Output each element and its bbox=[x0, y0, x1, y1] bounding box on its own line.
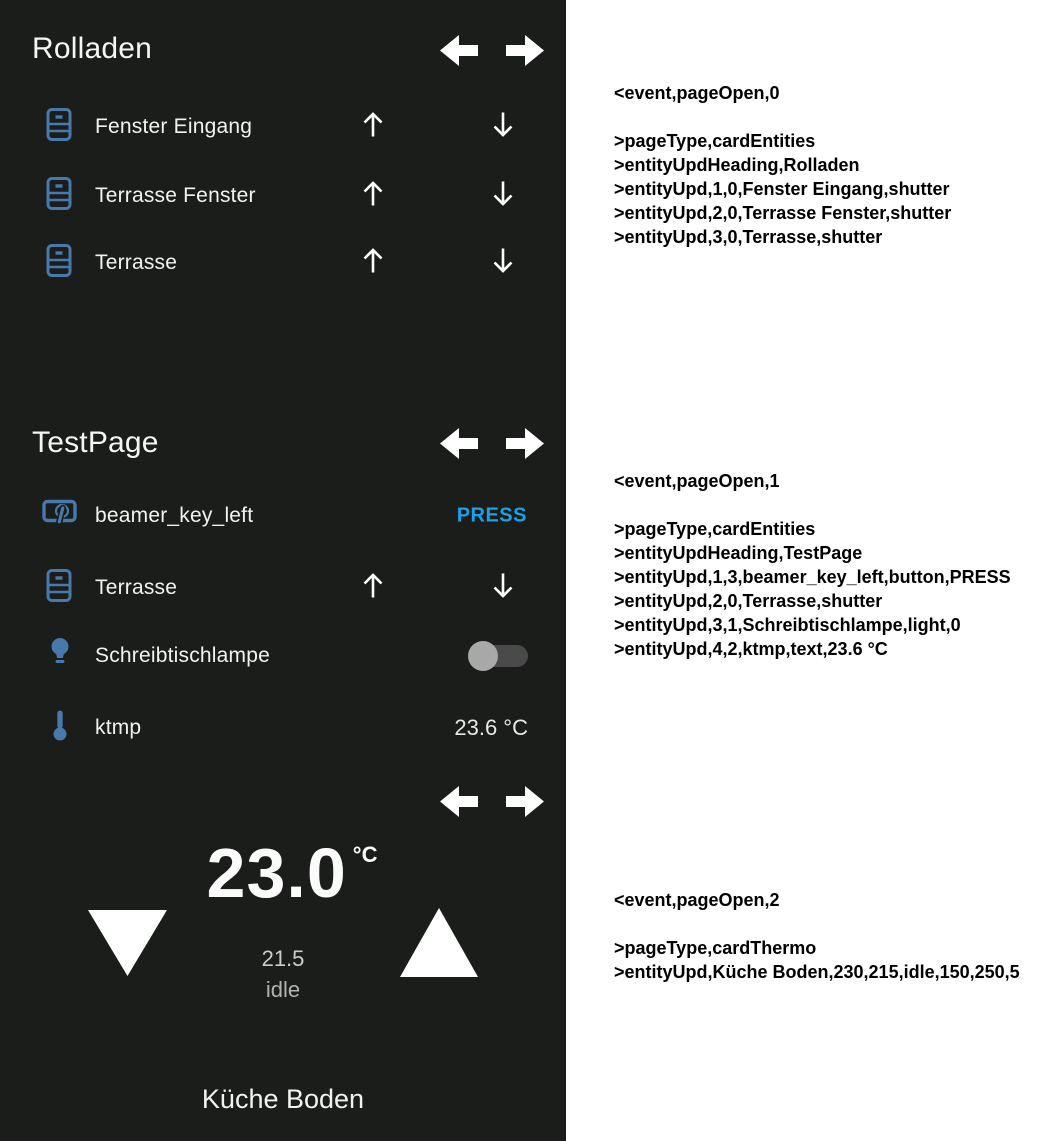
serial-log-block-1 bbox=[614, 81, 951, 249]
entity-value: 23.6 °C bbox=[454, 715, 528, 740]
thermometer-icon bbox=[50, 708, 70, 749]
entity-row bbox=[0, 706, 566, 750]
serial-line: >entityUpd,3,0,Terrasse,shutter bbox=[614, 227, 883, 247]
serial-line: >entityUpdHeading,Rolladen bbox=[614, 155, 860, 175]
shutter-down-button[interactable] bbox=[490, 180, 516, 213]
entity-row bbox=[0, 634, 566, 678]
shutter-icon bbox=[46, 243, 72, 284]
light-toggle[interactable] bbox=[470, 645, 528, 667]
serial-line: >entityUpd,1,0,Fenster Eingang,shutter bbox=[614, 179, 950, 199]
gesture-tap-button-icon bbox=[42, 498, 78, 535]
serial-line bbox=[614, 912, 1020, 936]
press-button[interactable]: PRESS bbox=[456, 504, 527, 527]
shutter-icon bbox=[46, 107, 72, 148]
shutter-down-button[interactable] bbox=[490, 111, 516, 144]
thermostat-state: idle bbox=[265, 977, 301, 1002]
target-temperature: 21.5 bbox=[261, 946, 305, 971]
page-nav bbox=[440, 784, 544, 819]
nav-prev-button[interactable] bbox=[440, 33, 478, 68]
serial-line: >entityUpd,2,0,Terrasse Fenster,shutter bbox=[614, 203, 952, 223]
page-title: TestPage bbox=[32, 426, 159, 459]
entity-row bbox=[0, 105, 566, 149]
serial-line bbox=[614, 105, 951, 129]
lightbulb-icon bbox=[48, 636, 72, 677]
page-title: Rolladen bbox=[32, 32, 153, 65]
entity-label: Terrasse Fenster bbox=[95, 184, 256, 207]
serial-line: >entityUpd,3,1,Schreibtischlampe,light,0 bbox=[614, 615, 961, 635]
shutter-up-button[interactable] bbox=[360, 572, 386, 605]
thermostat-title: Küche Boden bbox=[201, 1084, 365, 1114]
toggle-knob bbox=[468, 641, 498, 671]
serial-line: >entityUpd,4,2,ktmp,text,23.6 °C bbox=[614, 639, 888, 659]
current-temperature-value: 23.0 bbox=[206, 834, 347, 912]
serial-line: >entityUpdHeading,TestPage bbox=[614, 543, 863, 563]
entity-row bbox=[0, 494, 566, 538]
shutter-up-button[interactable] bbox=[360, 180, 386, 213]
serial-line: >entityUpd,1,3,beamer_key_left,button,PRESS bbox=[614, 567, 1011, 587]
page-nav bbox=[440, 33, 544, 68]
entity-label: Terrasse bbox=[95, 576, 178, 599]
shutter-up-button[interactable] bbox=[360, 111, 386, 144]
nav-next-button[interactable] bbox=[506, 784, 544, 819]
serial-line: >pageType,cardThermo bbox=[614, 938, 817, 958]
entity-label: Fenster Eingang bbox=[95, 115, 253, 138]
shutter-icon bbox=[46, 176, 72, 217]
serial-line: <event,pageOpen,1 bbox=[614, 471, 780, 491]
serial-line bbox=[614, 493, 1011, 517]
nav-next-button[interactable] bbox=[506, 33, 544, 68]
current-temperature bbox=[0, 834, 566, 912]
serial-line: >entityUpd,Küche Boden,230,215,idle,150,250,5 bbox=[614, 962, 1020, 982]
temperature-unit: °C bbox=[352, 842, 378, 867]
shutter-down-button[interactable] bbox=[490, 247, 516, 280]
serial-line: >pageType,cardEntities bbox=[614, 519, 816, 539]
serial-log-block-3 bbox=[614, 888, 1020, 984]
shutter-down-button[interactable] bbox=[490, 572, 516, 605]
entity-row bbox=[0, 241, 566, 285]
nav-prev-button[interactable] bbox=[440, 426, 478, 461]
shutter-icon bbox=[46, 568, 72, 609]
nav-next-button[interactable] bbox=[506, 426, 544, 461]
serial-log-block-2 bbox=[614, 469, 1011, 661]
page-nav bbox=[440, 426, 544, 461]
nav-prev-button[interactable] bbox=[440, 784, 478, 819]
entity-row bbox=[0, 566, 566, 610]
entity-row bbox=[0, 174, 566, 218]
serial-line: >pageType,cardEntities bbox=[614, 131, 816, 151]
entity-label: ktmp bbox=[95, 716, 142, 739]
serial-line: >entityUpd,2,0,Terrasse,shutter bbox=[614, 591, 883, 611]
shutter-up-button[interactable] bbox=[360, 247, 386, 280]
entity-label: Terrasse bbox=[95, 251, 178, 274]
entity-label: Schreibtischlampe bbox=[95, 644, 270, 667]
serial-line: <event,pageOpen,0 bbox=[614, 83, 780, 103]
entity-label: beamer_key_left bbox=[95, 504, 254, 527]
serial-line: <event,pageOpen,2 bbox=[614, 890, 780, 910]
